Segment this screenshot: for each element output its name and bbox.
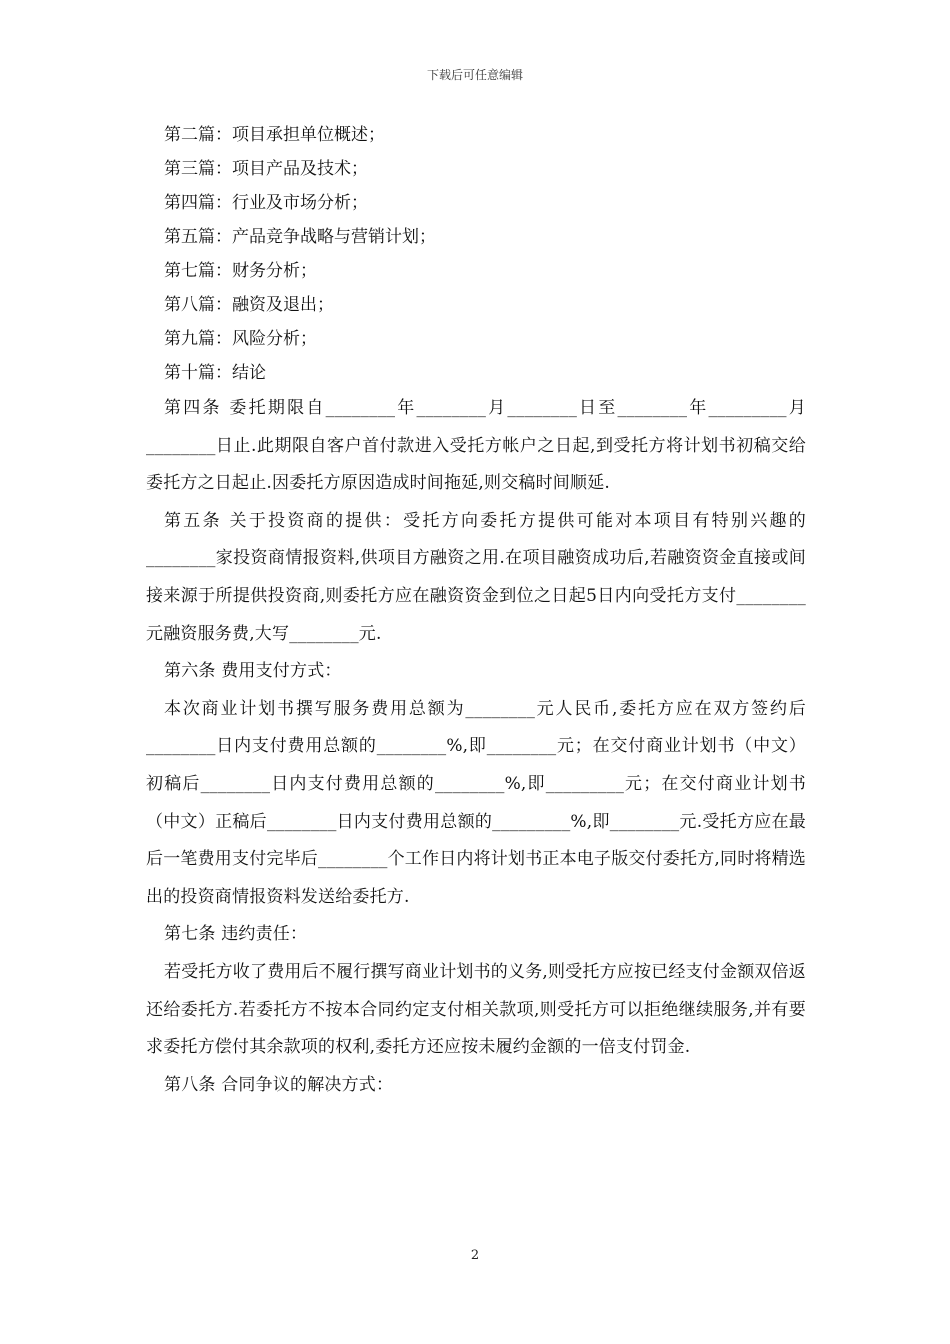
article-7-heading: 第七条 违约责任： (164, 924, 308, 945)
article-4-term: 第四条 委托期限自________年________月________日至________年_________月________日止.此期限自客户首付款进入受托方帐户之日起,到受托方将计划书初稿交给委托方之日起止.因委托方原因造成时间拖延,则交稿时间顺延. (146, 398, 806, 494)
article-8-heading: 第八条 合同争议的解决方式： (164, 1074, 394, 1095)
article-6-payment-terms: 本次商业计划书撰写服务费用总额为________元人民币,委托方应在双方签约后________日内支付费用总额的________%,即________元；在交付商业计划书（中文）初稿后________日内支付费用总额的________%,即_________元；在交付商业计划书（中文）正稿后________日内支付费用总额的_________%,即________元.受托方应在最后一笔费用支付完毕后________个工作日内将计划书正本电子版交付委托方,同时将精选出的投资商情报资料发送给委托方. (146, 698, 807, 907)
chapter-item: 第九篇：风险分析； (164, 329, 317, 349)
chapter-item: 第二篇：项目承担单位概述； (164, 125, 385, 145)
chapter-item: 第十篇：结论 (164, 363, 266, 383)
chapter-item: 第三篇：项目产品及技术； (164, 159, 368, 179)
chapter-item: 第七篇：财务分析； (164, 261, 317, 281)
page-number: 2 (470, 1248, 480, 1263)
article-6-heading: 第六条 费用支付方式： (164, 661, 342, 682)
article-7-liability: 若受托方收了费用后不履行撰写商业计划书的义务,则受托方应按已经支付金额双倍返还给委托方.若委托方不按本合同约定支付相关款项,则受托方可以拒绝继续服务,并有要求委托方偿付其余款项的权利,委托方还应按未履约金额的一倍支付罚金. (146, 961, 807, 1058)
document-body (146, 118, 806, 1104)
chapter-list (146, 118, 806, 390)
page-header-note: 下载后可任意编辑 (426, 68, 523, 82)
chapter-item: 第五篇：产品竞争战略与营销计划； (164, 227, 436, 247)
article-5-investors: 第五条 关于投资商的提供：受托方向委托方提供可能对本项目有特别兴趣的________家投资商情报资料,供项目方融资之用.在项目融资成功后,若融资资金直接或间接来源于所提供投资商,则委托方应在融资资金到位之日起5日内向受托方支付________元融资服务费,大写________元. (146, 510, 806, 644)
chapter-item: 第四篇：行业及市场分析； (164, 193, 368, 213)
chapter-item: 第八篇：融资及退出； (164, 295, 334, 315)
